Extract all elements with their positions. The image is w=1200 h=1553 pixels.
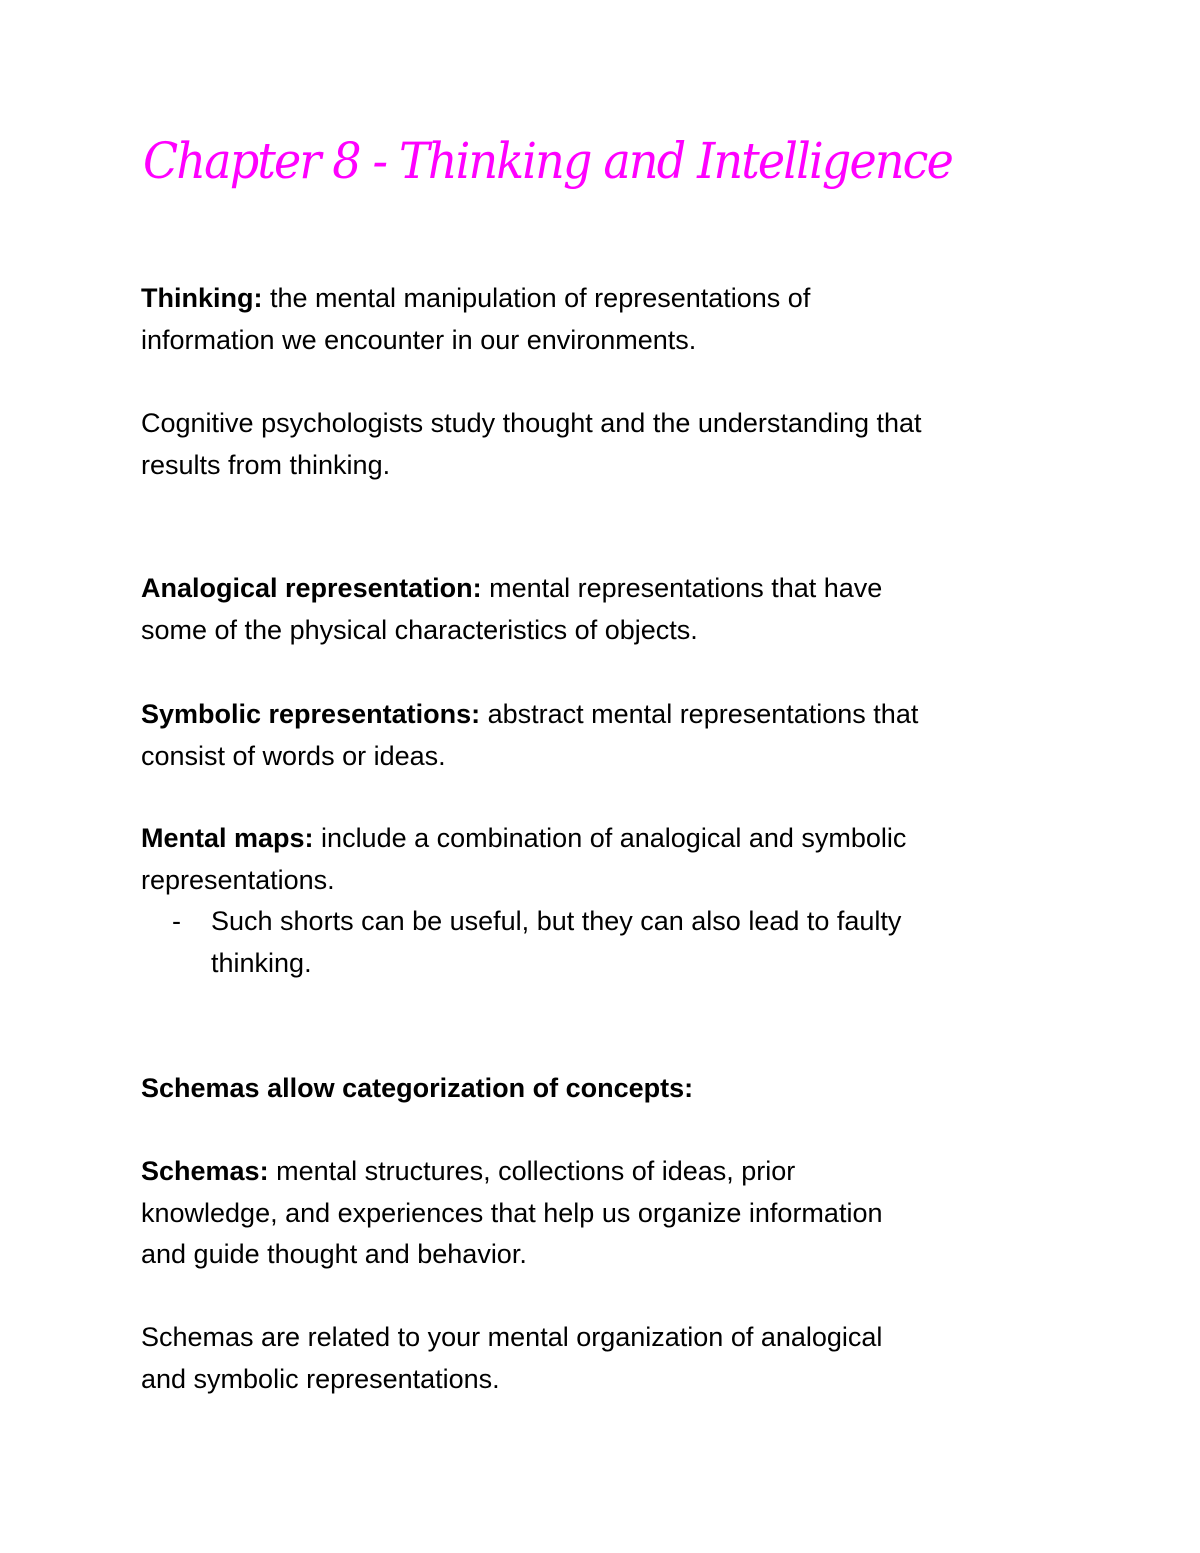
- text-line: consist of words or ideas.: [141, 740, 446, 771]
- dash-bullet-icon: -: [172, 906, 181, 936]
- term: Mental maps:: [141, 823, 314, 853]
- text-line: Schemas are related to your mental organization of analogical: [141, 1322, 883, 1352]
- mental-maps-definition: [141, 818, 906, 901]
- schemas-heading: Schemas allow categorization of concepts:: [141, 1073, 694, 1103]
- text-line: and guide thought and behavior.: [141, 1239, 527, 1269]
- cognitive-paragraph: [141, 403, 922, 486]
- text-line: some of the physical characteristics of objects.: [141, 614, 698, 645]
- text-line: and symbolic representations.: [141, 1363, 500, 1394]
- term: Schemas:: [141, 1156, 269, 1186]
- text-line: include a combination of analogical and symbolic: [313, 823, 907, 853]
- text-line: mental structures, collections of ideas, prior: [268, 1156, 796, 1186]
- term: Symbolic representations:: [141, 699, 481, 729]
- term: Thinking:: [141, 283, 263, 313]
- text-line: mental representations that have: [481, 573, 883, 603]
- text-line: abstract mental representations that: [480, 699, 919, 729]
- schemas-definition: [141, 1151, 882, 1276]
- term: Analogical representation:: [141, 573, 482, 603]
- text-line: knowledge, and experiences that help us organize information: [141, 1197, 883, 1228]
- analogical-definition: [141, 568, 882, 651]
- text-line: the mental manipulation of representations of: [262, 283, 811, 313]
- text-line: thinking.: [211, 947, 312, 978]
- schemas-related-paragraph: [141, 1317, 882, 1400]
- text-line: Such shorts can be useful, but they can also lead to faulty: [211, 906, 902, 936]
- symbolic-definition: [141, 694, 918, 777]
- text-line: results from thinking.: [141, 449, 391, 480]
- chapter-title: Chapter 8 - Thinking and Intelligence: [143, 132, 952, 190]
- bullet-item: [172, 901, 901, 984]
- text-line: Cognitive psychologists study thought and the understanding that: [141, 408, 922, 438]
- text-line: representations.: [141, 864, 335, 895]
- text-line: information we encounter in our environments.: [141, 324, 697, 355]
- thinking-definition: [141, 278, 810, 361]
